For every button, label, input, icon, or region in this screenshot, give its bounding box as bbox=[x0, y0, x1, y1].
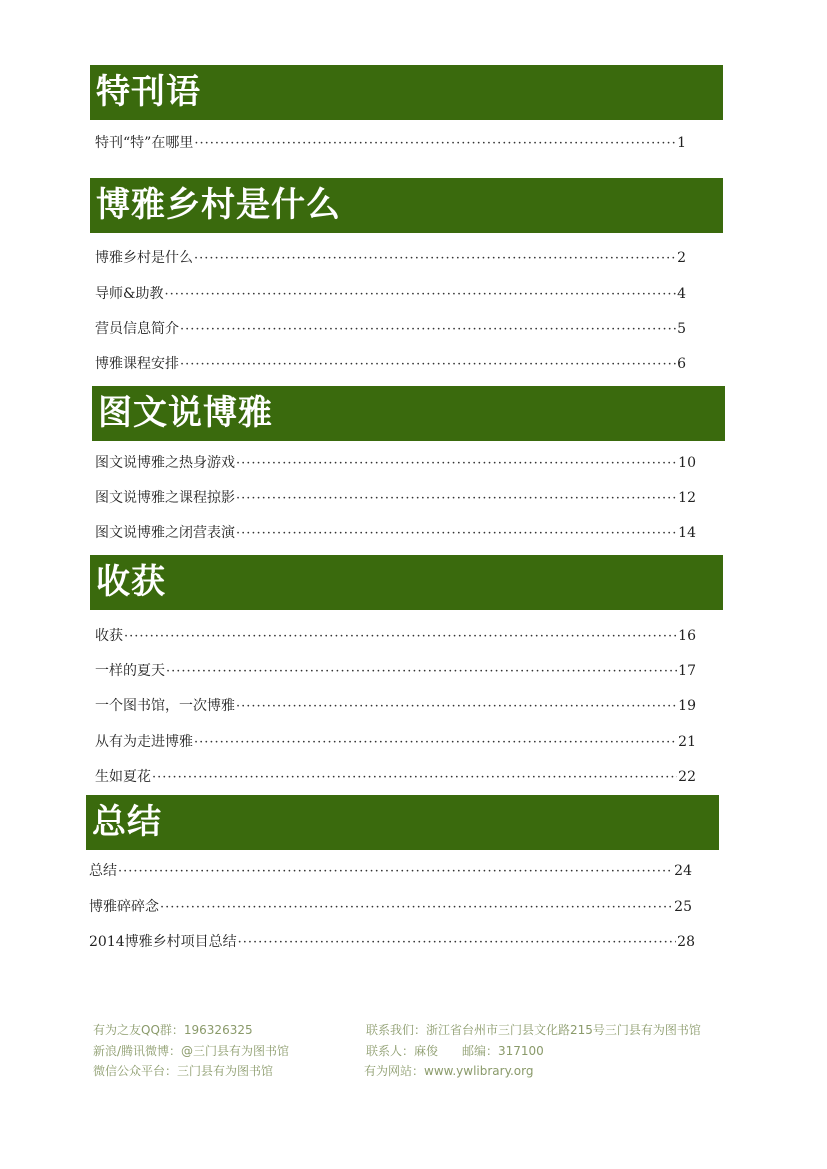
toc-entry-title: 博雅碎碎念 bbox=[89, 899, 159, 915]
toc-entry-page: 1 bbox=[677, 135, 686, 151]
toc-entry-title: 从有为走进博雅 bbox=[95, 734, 193, 750]
toc-entry-title: 一样的夏天 bbox=[95, 663, 165, 679]
toc-entry-page: 22 bbox=[678, 769, 696, 785]
toc-leader-dots bbox=[236, 525, 677, 541]
toc-entry-title: 图文说博雅之热身游戏 bbox=[95, 455, 235, 471]
toc-leader-dots bbox=[152, 769, 677, 785]
toc-entry-title: 图文说博雅之闭营表演 bbox=[95, 525, 235, 541]
section-header: 总结 bbox=[86, 795, 719, 850]
footer-weibo: 新浪/腾讯微博：@三门县有为图书馆 bbox=[93, 1044, 290, 1058]
footer-contact-address: 联系我们：浙江省台州市三门县文化路215号三门县有为图书馆 bbox=[366, 1023, 701, 1037]
section-header: 特刊语 bbox=[90, 65, 723, 120]
toc-entry[interactable] bbox=[95, 766, 696, 786]
toc-entry[interactable] bbox=[95, 487, 696, 507]
toc-entry-page: 4 bbox=[677, 286, 686, 302]
toc-leader-dots bbox=[236, 455, 677, 471]
toc-leader-dots bbox=[118, 863, 673, 879]
footer-qq-group: 有为之友QQ群：196326325 bbox=[93, 1023, 253, 1037]
toc-leader-dots bbox=[180, 356, 676, 372]
toc-entry[interactable] bbox=[95, 625, 696, 645]
toc-entry-title: 图文说博雅之课程掠影 bbox=[95, 490, 235, 506]
toc-entry-title: 导师&助教 bbox=[95, 286, 164, 302]
toc-entry-title: 博雅课程安排 bbox=[95, 356, 179, 372]
toc-entry-page: 10 bbox=[678, 455, 696, 471]
toc-entry[interactable] bbox=[95, 283, 686, 303]
toc-entry[interactable] bbox=[95, 660, 696, 680]
toc-entry-page: 25 bbox=[674, 899, 692, 915]
toc-leader-dots bbox=[160, 899, 673, 915]
toc-entry[interactable] bbox=[89, 931, 695, 951]
section-header: 图文说博雅 bbox=[92, 386, 725, 441]
toc-entry-page: 19 bbox=[678, 698, 696, 714]
toc-entry[interactable] bbox=[95, 695, 696, 715]
toc-entry-page: 12 bbox=[678, 490, 696, 506]
toc-leader-dots bbox=[166, 663, 677, 679]
section-header: 博雅乡村是什么 bbox=[90, 178, 723, 233]
toc-entry-title: 营员信息简介 bbox=[95, 321, 179, 337]
toc-entry-page: 14 bbox=[678, 525, 696, 541]
toc-entry-page: 5 bbox=[677, 321, 686, 337]
toc-leader-dots bbox=[238, 934, 677, 950]
toc-leader-dots bbox=[124, 628, 677, 644]
toc-entry-title: 生如夏花 bbox=[95, 769, 151, 785]
toc-entry-title: 收获 bbox=[95, 628, 123, 644]
toc-entry-title: 2014博雅乡村项目总结 bbox=[89, 934, 237, 950]
toc-entry-title: 特刊“特”在哪里 bbox=[95, 135, 194, 151]
toc-entry[interactable] bbox=[95, 353, 686, 373]
toc-leader-dots bbox=[236, 490, 677, 506]
toc-leader-dots bbox=[164, 286, 676, 302]
toc-entry-title: 一个图书馆，一次博雅 bbox=[95, 698, 235, 714]
toc-entry-page: 16 bbox=[678, 628, 696, 644]
toc-entry-page: 24 bbox=[674, 863, 692, 879]
footer-website-link[interactable]: 有为网站：www.ywlibrary.org bbox=[364, 1064, 534, 1078]
toc-entry[interactable] bbox=[95, 522, 696, 542]
toc-entry-title: 博雅乡村是什么 bbox=[95, 250, 193, 266]
toc-entry[interactable] bbox=[95, 132, 686, 152]
section-header: 收获 bbox=[90, 555, 723, 610]
toc-entry[interactable] bbox=[95, 731, 696, 751]
toc-leader-dots bbox=[236, 698, 677, 714]
toc-entry-page: 17 bbox=[678, 663, 696, 679]
toc-entry[interactable] bbox=[95, 318, 686, 338]
toc-entry[interactable] bbox=[89, 860, 692, 880]
toc-leader-dots bbox=[180, 321, 676, 337]
footer-contact-person: 联系人：麻俊 邮编：317100 bbox=[366, 1044, 544, 1058]
toc-entry-page: 2 bbox=[677, 250, 686, 266]
footer-wechat: 微信公众平台：三门县有为图书馆 bbox=[93, 1064, 274, 1078]
toc-entry[interactable] bbox=[89, 896, 692, 916]
toc-entry-page: 6 bbox=[677, 356, 686, 372]
toc-entry[interactable] bbox=[95, 452, 696, 472]
toc-leader-dots bbox=[194, 250, 676, 266]
toc-entry[interactable] bbox=[95, 247, 686, 267]
toc-entry-title: 总结 bbox=[89, 863, 117, 879]
toc-leader-dots bbox=[194, 734, 677, 750]
toc-entry-page: 21 bbox=[678, 734, 696, 750]
toc-leader-dots bbox=[194, 135, 676, 151]
toc-entry-page: 28 bbox=[677, 934, 695, 950]
